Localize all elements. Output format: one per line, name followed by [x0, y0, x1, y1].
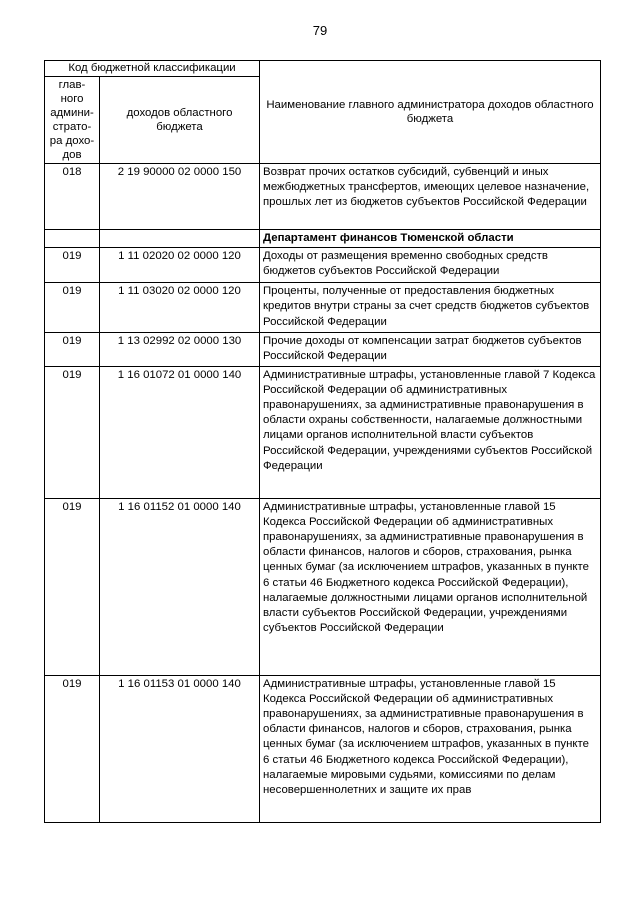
table-row: [45, 366, 601, 498]
admin-code-cell: [45, 230, 100, 248]
admin-code-cell: 019: [45, 498, 100, 675]
header-income-code: доходов областного бюджета: [100, 77, 260, 164]
table-row: [45, 283, 601, 333]
income-code-cell: 1 13 02992 02 0000 130: [100, 333, 260, 366]
income-code-cell: 2 19 90000 02 0000 150: [100, 164, 260, 230]
header-name: Наименование главного администратора доходов областного бюджета: [260, 61, 601, 164]
income-code-cell: 1 16 01152 01 0000 140: [100, 498, 260, 675]
page-number: 79: [312, 23, 328, 38]
income-code-cell: 1 16 01153 01 0000 140: [100, 675, 260, 822]
table-row: [45, 164, 601, 230]
header-group-label: Код бюджетной классификации: [45, 61, 260, 77]
table-row: [45, 230, 601, 248]
table-row: [45, 675, 601, 822]
budget-classification-table: [44, 60, 601, 823]
department-heading-cell: Департамент финансов Тюменской области: [260, 230, 601, 248]
name-cell: Возврат прочих остатков субсидий, субвенций и иных межбюджетных трансфертов, имеющих целевое назначение, прошлых лет из бюджетов субъектов Российской Федерации: [260, 164, 601, 230]
table-row: [45, 498, 601, 675]
income-code-cell: 1 16 01072 01 0000 140: [100, 366, 260, 498]
name-cell: Доходы от размещения временно свободных средств бюджетов субъектов Российской Федерации: [260, 248, 601, 283]
admin-code-cell: 019: [45, 283, 100, 333]
income-code-cell: [100, 230, 260, 248]
admin-code-cell: 018: [45, 164, 100, 230]
name-cell: Административные штрафы, установленные главой 15 Кодекса Российской Федерации об административных правонарушениях, за административные правонарушения в области финансов, налогов и сборов, страхования, рынка ценных бумаг (за исключением штрафов, указанных в пункте 6 статьи 46 Бюджетного кодекса Российской Федерации), налагаемые должностными лицами органов исполнительной власти субъектов Российской Федерации, учреждениями субъектов Российской Федерации: [260, 498, 601, 675]
admin-code-cell: 019: [45, 333, 100, 366]
header-admin-code: глав-ного админи-страто-ра дохо-дов: [45, 77, 100, 164]
name-cell: Прочие доходы от компенсации затрат бюджетов субъектов Российской Федерации: [260, 333, 601, 366]
table-header-row: [45, 61, 601, 77]
admin-code-cell: 019: [45, 248, 100, 283]
name-cell: Административные штрафы, установленные главой 7 Кодекса Российской Федерации об административных правонарушениях, за административные правонарушения в области охраны собственности, налагаемые должностными лицами органов исполнительной власти субъектов Российской Федерации, учреждениями субъектов Российской Федерации: [260, 366, 601, 498]
admin-code-cell: 019: [45, 675, 100, 822]
table-row: [45, 333, 601, 366]
income-code-cell: 1 11 03020 02 0000 120: [100, 283, 260, 333]
name-cell: Административные штрафы, установленные главой 15 Кодекса Российской Федерации об административных правонарушениях, за административные правонарушения в области финансов, налогов и сборов, страхования, рынка ценных бумаг (за исключением штрафов, указанных в пункте 6 статьи 46 Бюджетного кодекса Российской Федерации), налагаемые мировыми судьями, комиссиями по делам несовершеннолетних и защите их прав: [260, 675, 601, 822]
name-cell: Проценты, полученные от предоставления бюджетных кредитов внутри страны за счет средств бюджетов субъектов Российской Федерации: [260, 283, 601, 333]
income-code-cell: 1 11 02020 02 0000 120: [100, 248, 260, 283]
admin-code-cell: 019: [45, 366, 100, 498]
table-row: [45, 248, 601, 283]
